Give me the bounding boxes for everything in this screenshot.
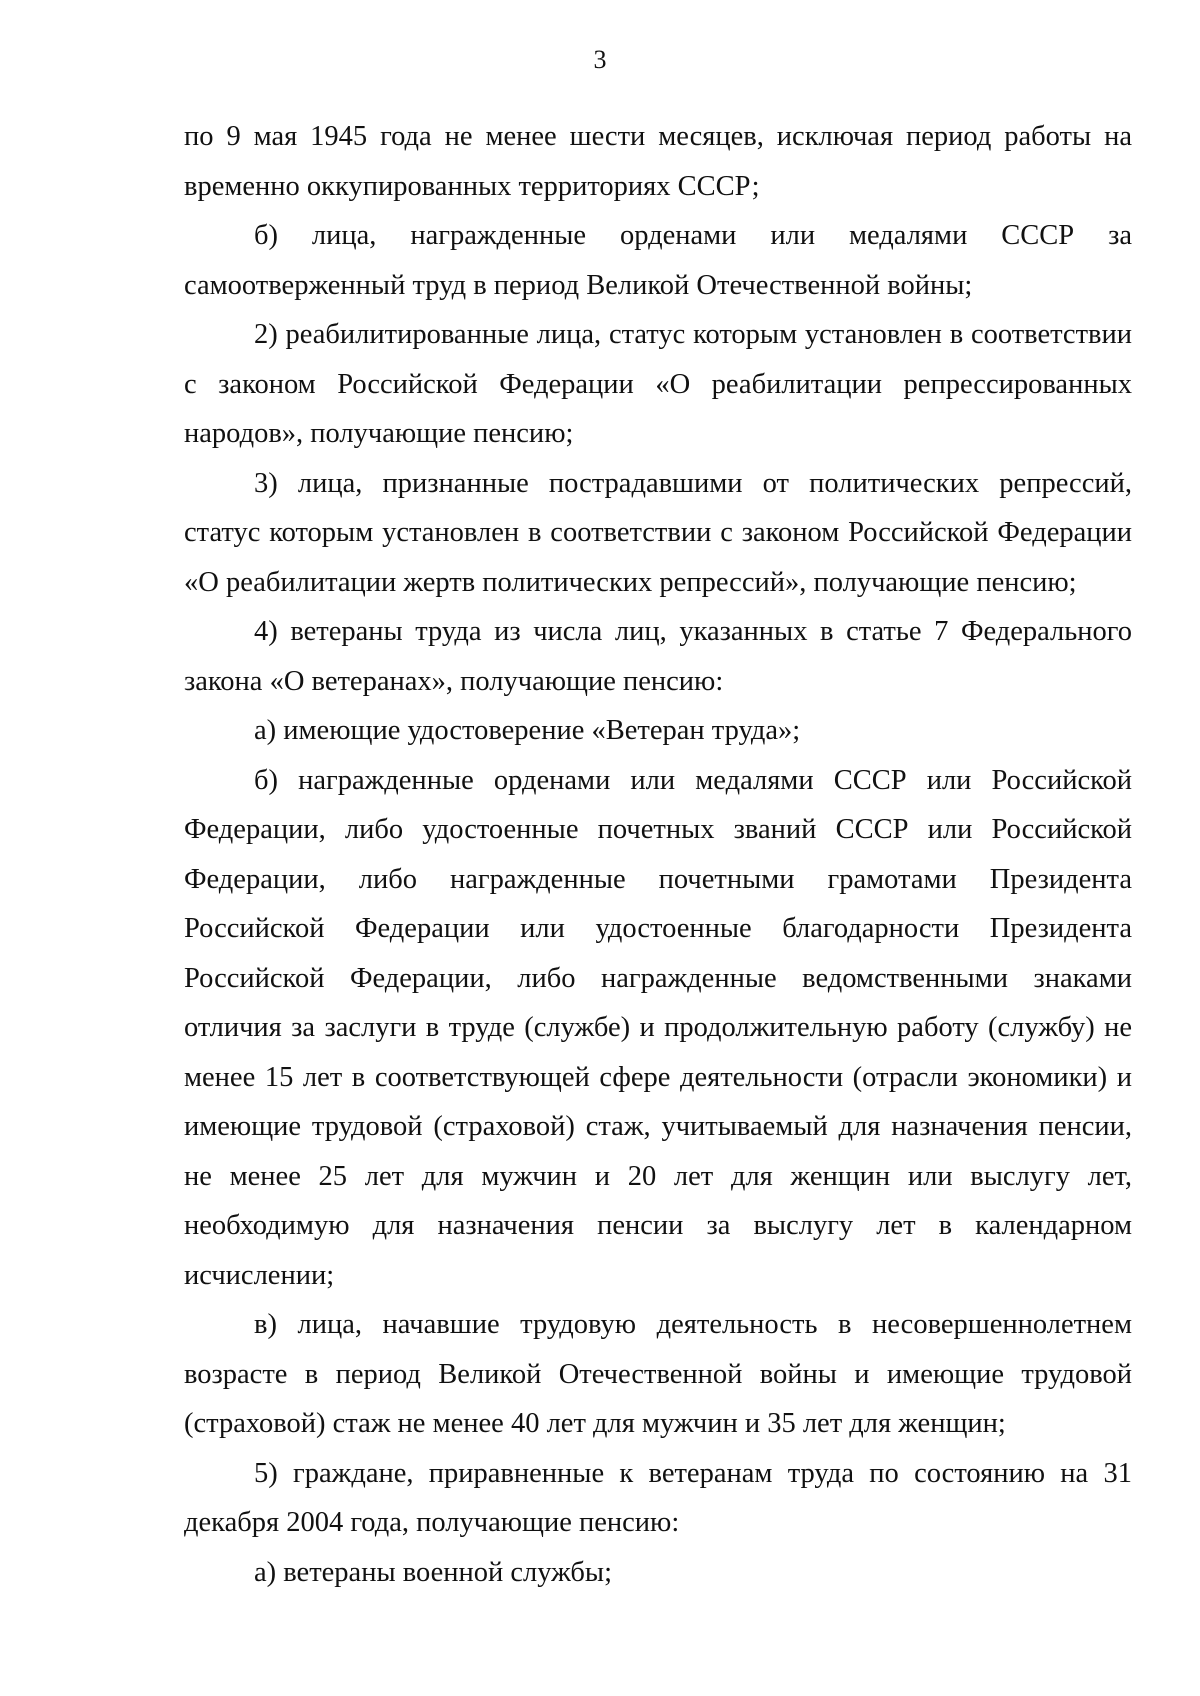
paragraph: 5) граждане, приравненные к ветеранам труда по состоянию на 31 декабря 2004 года, получающие пенсию:: [184, 1457, 1132, 1538]
paragraph: в) лица, начавшие трудовую деятельность в несовершеннолетнем возрасте в период Великой Отечественной войны и имеющие трудовой (страховой) стаж не менее 40 лет для мужчин и 35 лет для женщин;: [184, 1309, 1132, 1439]
page-number: 3: [593, 45, 607, 74]
paragraph: по 9 мая 1945 года не менее шести месяцев, исключая период работы на временно оккупированных территориях СССР;: [184, 121, 1132, 202]
paragraph: 3) лица, признанные пострадавшими от политических репрессий, статус которым установлен в соответствии с законом Российской Федерации «О реабилитации жертв политических репрессий», получающие пенсию;: [184, 467, 1132, 598]
document-body: [184, 112, 1132, 1597]
paragraph: 2) реабилитированные лица, статус которым установлен в соответствии с законом Российской Федерации «О реабилитации репрессированных народов», получающие пенсию;: [184, 319, 1132, 449]
paragraph: а) имеющие удостоверение «Ветеран труда»;: [254, 715, 801, 746]
paragraph: 4) ветераны труда из числа лиц, указанных в статье 7 Федерального закона «О ветеранах», получающие пенсию:: [184, 616, 1132, 697]
paragraph: б) лица, награжденные орденами или медалями СССР за самоотверженный труд в период Великой Отечественной войны;: [184, 220, 1132, 301]
paragraph: б) награжденные орденами или медалями СССР или Российской Федерации, либо удостоенные почетных званий СССР или Российской Федерации, либо награжденные почетными грамотами Президента Российской Федерации или удостоенные благодарности Президента Российской Федерации, либо награжденные ведомственными знаками отличия за заслуги в труде (службе) и продолжительную работу (службу) не менее 15 лет в соответствующей сфере деятельности (отрасли экономики) и имеющие трудовой (страховой) стаж, учитываемый для назначения пенсии, не менее 25 лет для мужчин и 20 лет для женщин или выслугу лет, необходимую для назначения пенсии за выслугу лет в календарном исчислении;: [184, 764, 1132, 1291]
paragraph: а) ветераны военной службы;: [254, 1556, 613, 1588]
